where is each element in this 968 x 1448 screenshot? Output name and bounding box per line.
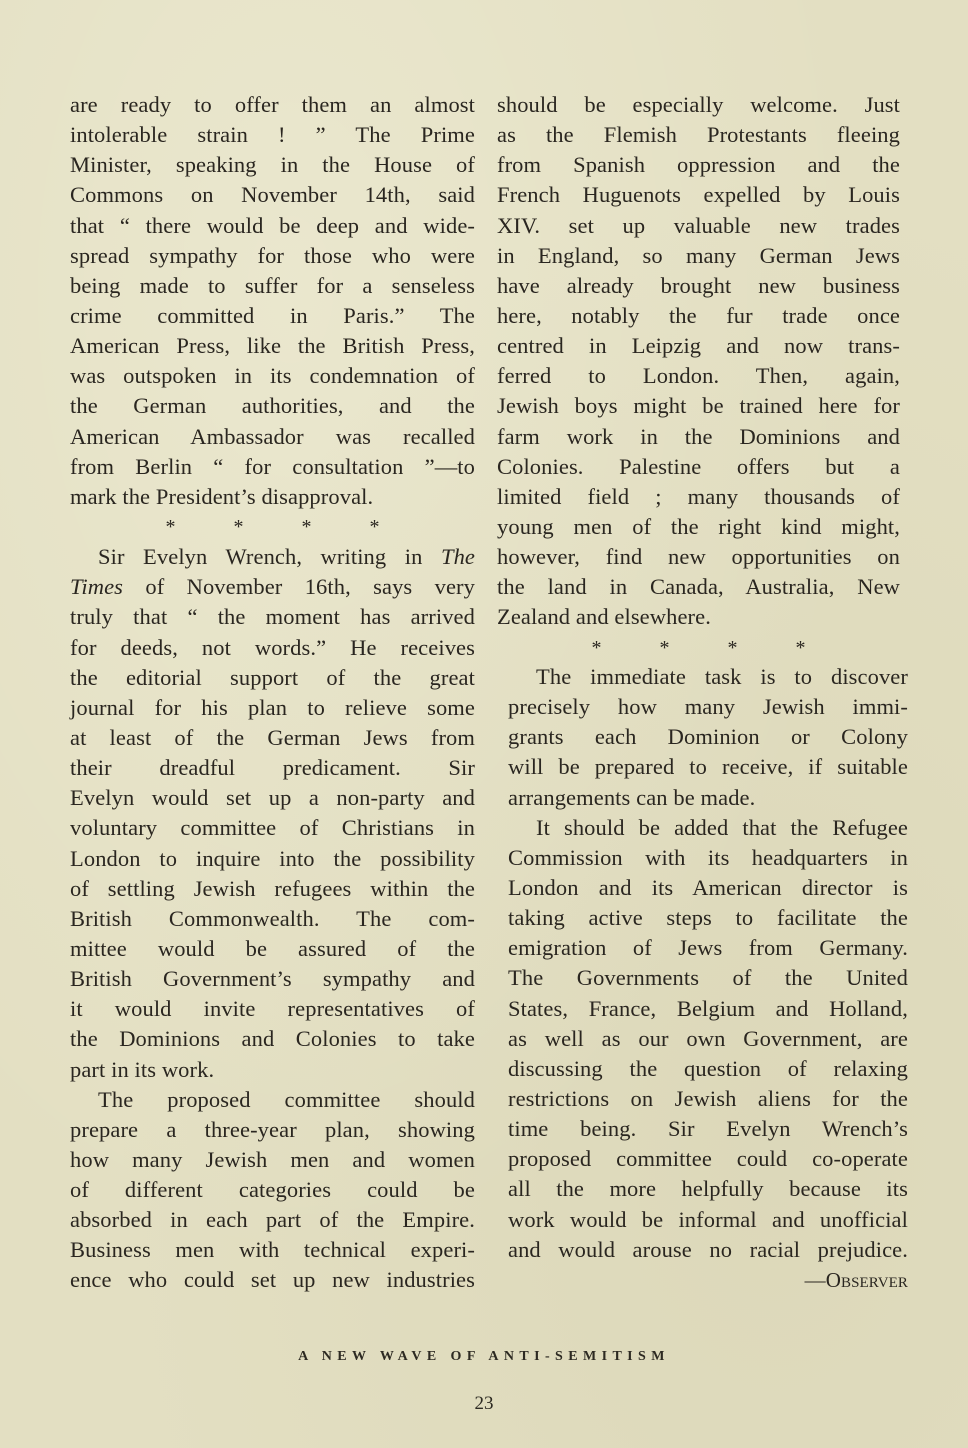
page-number: 23 (474, 1393, 494, 1414)
text-line: arrangements can be made. (508, 784, 756, 810)
text-line: journal for his plan to relieve some (70, 694, 475, 720)
text-line: how many Jewish men and women (70, 1146, 475, 1172)
text-line: farm work in the Dominions and (497, 423, 900, 449)
asterisk-icon: * (591, 636, 602, 659)
paragraph (70, 1085, 475, 1296)
asterisk-icon: * (233, 515, 244, 538)
text-line: London to inquire into the possibility (70, 845, 475, 871)
publication-title: The (440, 544, 476, 570)
asterisk-icon: * (369, 515, 380, 538)
text-line: precisely how many Jewish immi- (508, 694, 908, 720)
text-line: truly that “ the moment has arrived (70, 604, 475, 630)
text-line: proposed committee could co-operate (508, 1146, 908, 1172)
text-line: from Berlin “ for consultation ”—to (70, 453, 475, 479)
text-line: XIV. set up valuable new trades (497, 212, 900, 238)
text-span: Sir Evelyn Wrench, writing in (98, 544, 423, 570)
paragraph (508, 813, 908, 1265)
text-line: the editorial support of the great (70, 664, 475, 690)
text-line: however, find new opportunities on (497, 544, 900, 570)
text-line: British Government’s sympathy and (70, 966, 475, 992)
left-column (70, 90, 475, 1296)
text-line: crime committed in Paris.” The (70, 302, 475, 328)
text-line: as well as our own Government, are (508, 1025, 908, 1051)
running-head: A NEW WAVE OF ANTI-SEMITISM (298, 1349, 670, 1364)
text-line (70, 572, 475, 602)
asterisk-icon: * (165, 515, 176, 538)
text-line: French Huguenots expelled by Louis (497, 182, 900, 208)
text-line: voluntary committee of Christians in (70, 815, 475, 841)
text-line: young men of the right kind might, (497, 513, 900, 539)
publication-title: Times (70, 574, 124, 600)
paragraph (70, 90, 475, 512)
text-line: absorbed in each part of the Empire. (70, 1207, 475, 1233)
text-line: Jewish boys might be trained here for (497, 393, 900, 419)
text-line: ferred to London. Then, again, (497, 363, 900, 389)
text-line: part in its work. (70, 1056, 215, 1082)
text-line: British Commonwealth. The com- (70, 905, 475, 931)
text-line: it would invite representatives of (70, 996, 475, 1022)
asterisk-icon: * (795, 636, 806, 659)
text-span: of November 16th, says very (145, 574, 475, 600)
text-line: intolerable strain ! ” The Prime (70, 122, 475, 148)
asterisk-icon: * (301, 515, 312, 538)
text-line: The proposed committee should (98, 1086, 475, 1112)
text-line: the Dominions and Colonies to take (70, 1026, 475, 1052)
text-line: Evelyn would set up a non-party and (70, 785, 475, 811)
text-line: all the more helpfully because its (508, 1176, 908, 1202)
text-line: ence who could set up new industries (70, 1267, 475, 1293)
text-line: of different categories could be (70, 1177, 475, 1203)
paragraph (497, 90, 900, 633)
text-line: in England, so many German Jews (497, 242, 900, 268)
text-line: centred in Leipzig and now trans- (497, 333, 900, 359)
text-line: Commons on November 14th, said (70, 182, 475, 208)
text-line: the land in Canada, Australia, New (497, 574, 900, 600)
text-line: here, notably the fur trade once (497, 302, 900, 328)
text-line (70, 542, 475, 572)
text-line: discussing the question of relaxing (508, 1055, 908, 1081)
text-line: Minister, speaking in the House of (70, 152, 475, 178)
text-line: will be prepared to receive, if suitable (508, 754, 908, 780)
text-line: the German authorities, and the (70, 393, 475, 419)
text-line: Zealand and elsewhere. (497, 604, 711, 630)
text-line: prepare a three-year plan, showing (70, 1116, 475, 1142)
text-line: London and its American director is (508, 874, 908, 900)
text-line: States, France, Belgium and Holland, (508, 995, 908, 1021)
text-line: emigration of Jews from Germany. (508, 935, 908, 961)
text-line: was outspoken in its condemnation of (70, 363, 475, 389)
section-separator (70, 512, 475, 542)
asterisk-icon: * (727, 636, 738, 659)
text-line: being made to suffer for a senseless (70, 272, 475, 298)
text-line: taking active steps to facilitate the (508, 905, 908, 931)
text-line: from Spanish oppression and the (497, 152, 900, 178)
text-line: Colonies. Palestine offers but a (497, 453, 900, 479)
text-line: of settling Jewish refugees within the (70, 875, 475, 901)
text-line: work would be informal and unofficial (508, 1206, 908, 1232)
text-line: limited field ; many thousands of (497, 483, 900, 509)
text-line: have already brought new business (497, 272, 900, 298)
text-line: are ready to offer them an almost (70, 92, 475, 117)
text-line: at least of the German Jews from (70, 724, 475, 750)
text-line: It should be added that the Refugee (536, 814, 908, 840)
text-line: for deeds, not words.” He receives (70, 634, 475, 660)
text-line: American Ambassador was recalled (70, 423, 475, 449)
text-line: grants each Dominion or Colony (508, 724, 908, 750)
text-line: spread sympathy for those who were (70, 242, 475, 268)
text-line: American Press, like the British Press, (70, 333, 475, 359)
section-separator (497, 633, 900, 663)
text-line: Commission with its headquarters in (508, 844, 908, 870)
text-line: their dreadful predicament. Sir (70, 755, 475, 781)
text-line: should be especially welcome. Just (497, 92, 900, 117)
paragraph (508, 662, 908, 813)
right-column-lower (508, 662, 908, 1295)
right-column (497, 90, 900, 663)
text-line: time being. Sir Evelyn Wrench’s (508, 1116, 908, 1142)
text-line: restrictions on Jewish aliens for the (508, 1085, 908, 1111)
text-line: The immediate task is to discover (536, 664, 908, 689)
text-line: The Governments of the United (508, 965, 908, 991)
paragraph (70, 542, 475, 1085)
author-signature: —Observer (804, 1267, 908, 1292)
text-line: Business men with technical experi- (70, 1237, 475, 1263)
text-line: mark the President’s disapproval. (70, 483, 374, 509)
text-line: as the Flemish Protestants fleeing (497, 122, 900, 148)
text-line: mittee would be assured of the (70, 935, 475, 961)
text-line: and would arouse no racial prejudice. (508, 1236, 908, 1262)
text-line: that “ there would be deep and wide- (70, 212, 475, 238)
asterisk-icon: * (659, 636, 670, 659)
